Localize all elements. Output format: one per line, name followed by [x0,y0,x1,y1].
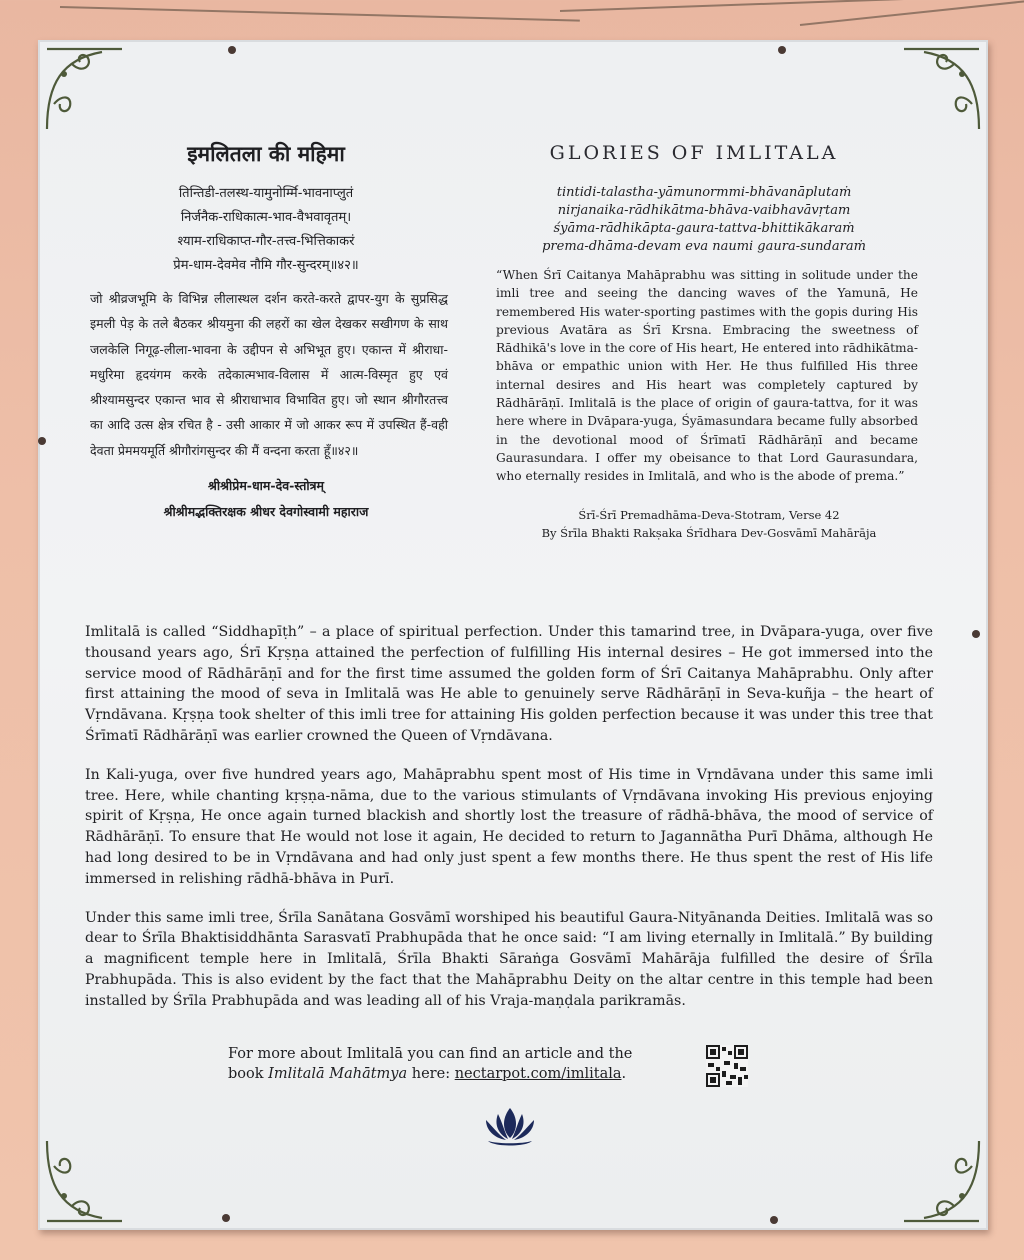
screw [38,437,46,445]
corner-ornament-icon [894,1136,984,1226]
screw [778,46,786,54]
english-author: By Śrīla Bhakti Rakṣaka Śrīdhara Dev-Gosvāmī Mahārāja [541,525,877,540]
footer-text-segment: here: [407,1066,455,1082]
footer-line: For more about Imlitalā you can find an article and the [228,1046,633,1062]
main-paragraph: Imlitalā is called “Siddhapīṭh” – a place of spiritual perfection. Under this tamarind tree, in Dvāpara-yuga, over five thousand years ago, Śrī Kṛṣṇa attained the perfection of fulfilling His internal desires – He got immersed into the service mood of Rādhārāṇī and for the first time assumed the golden form of Śrī Caitanya Mahāprabhu. Only after first attaining the mood of seva in Imlitalā was He able to genuinely serve Rādhārāṇī in Seva-kuñja – the heart of Vṛndāvana. Kṛṣṇa took shelter of this imli tree for attaining His golden perfection because it was under this tree that Śrīmatī Rādhārāṇī was earlier crowned the Queen of Vṛndāvana. [85,624,933,744]
book-title: Imlitalā Mahātmya [268,1066,408,1082]
footer-text-segment: book [228,1066,269,1082]
hindi-author: श्रीश्रीमद्भक्तिरक्षक श्रीधर देवगोस्वामी महाराज [163,504,369,520]
footer-text-segment: . [621,1066,627,1082]
english-source: Śrī-Śrī Premadhāma-Deva-Stotram, Verse 42 [578,507,840,522]
english-verse [476,184,932,256]
hindi-verse-line: श्याम-राधिकाप्त-गौर-तत्त्व-भित्तिकाकरं [177,234,355,249]
corner-ornament-icon [42,1136,132,1226]
hindi-verse-line: प्रेम-धाम-देवमेव नौमि गौर-सुन्दरम्॥४२॥ [173,258,359,273]
main-paragraph: Under this same imli tree, Śrīla Sanātana Gosvāmī worshiped his beautiful Gaura-Nityānanda Deities. Imlitalā was so dear to Śrīla Bhaktisiddhānta Sarasvatī Prabhupāda that he once said: “I am living eternally in Imlitalā.” By building a magnificent temple here in Imlitalā, Śrīla Bhakti Sāraṅga Gosvāmī Mahārāja fulfilled the desire of Śrīla Prabhupāda. This is also evident by the fact that the Mahāprabhu Deity on the altar centre in this temple had been installed by Śrīla Prabhupāda and was leading all of his Vraja-maṇḍala parikramās. [85,909,933,1009]
english-paragraph: “When Śrī Caitanya Mahāprabhu was sitting in solitude under the imli tree and seeing the dancing waves of the Yamunā, He remembered His water-sporting pastimes with the gopis during His previous Avatāra as Śrī Krsna. Embracing the sweetness of Rādhikā's love in the core of His heart, He entered into rādhikātma-bhāva or empathic union with Her. He thus fulfilled His three internal desires and His heart was completely captured by Rādhārāṇī. Imlitalā is the place of origin of gaura-tattva, for it was here where in Dvāpara-yuga, Śyāmasundara became fully absorbed in the devotional mood of Śrīmatī Rādhārāṇī and became Gaurasundara. I offer my obeisance to that Lord Gaurasundara, who eternally resides in Imlitalā, and who is the abode of prema.” [496,268,918,484]
footer-line [228,1064,698,1084]
english-column [456,96,932,542]
hindi-verse-line: निर्जनैक-राधिकात्म-भाव-वैभवावृतम्। [180,210,352,225]
wire [800,0,1024,26]
english-verse-line: prema-dhāma-devam eva naumi gaura-sundaraṁ [542,239,866,254]
english-title: GLORIES OF IMLITALA [549,142,839,164]
footer-text [228,1044,698,1084]
screw [228,46,236,54]
hindi-verse-line: तिन्तिडी-तलस्थ-यामुनोर्म्मि-भावनाप्लुतं [178,186,354,201]
screw [972,630,980,638]
qr-code-icon[interactable] [706,1045,748,1087]
hindi-verse [80,182,452,278]
hindi-source: श्रीश्रीप्रेम-धाम-देव-स्तोत्रम् [208,478,324,494]
english-signature [486,506,932,542]
hindi-paragraph: जो श्रीव्रजभूमि के विभिन्न लीलास्थल दर्शन करते-करते द्वापर-युग के सुप्रसिद्ध इमली पेड़ के तले बैठकर श्रीयमुना की लहरों का खेल देखकर सखीगण के साथ जलकेलि निगूढ़-लीला-भावना के उद्दीपन से अभिभूत हुए। एकान्त में श्रीराधा-मधुरिमा हृदयंगम करके तदेकात्मभाव-विलास में आत्म-विस्मृत हुए एवं श्रीश्यामसुन्दर एकान्त भाव से श्रीराधाभाव विभावित हुए। जो स्थान श्रीगौरतत्त्व का आदि उत्स क्षेत्र रचित है - उसी आकार में जो आकर रूप में उपस्थित हैं-वही देवता प्रेममयमूर्ति श्रीगौरांगसुन्दर की मैं वन्दना करता हूँ॥४२॥ [90,291,448,458]
english-verse-line: tintidi-talastha-yāmunormmi-bhāvanāplutaṁ [556,185,852,200]
wire [560,0,980,12]
english-verse-line: nirjanaika-rādhikātma-bhāva-vaibhavāvṛtam [557,203,851,218]
screw [770,1216,778,1224]
hindi-title: इमलितला की महिमा [187,142,345,166]
wire [60,6,580,22]
lotus-icon [480,1104,540,1148]
hindi-column [80,96,452,525]
main-paragraph: In Kali-yuga, over five hundred years ago, Mahāprabhu spent most of His time in Vṛndāvana under this same imli tree. Here, while chanting kṛṣṇa-nāma, due to the various stimulants of Vṛndāvana invoking His previous enjoying spirit of Kṛṣṇa, He once again turned blackish and shortly lost the treasure of rādhā-bhāva, the mood of service of Rādhārāṇī. To ensure that He would not lose it again, He decided to return to Jagannātha Purī Dhāma, although He had long desired to be in Vṛndāvana and had only just spent a few months there. He thus spent the rest of His life immersed in relishing rādhā-bhāva in Purī. [85,766,933,887]
website-link[interactable]: nectarpot.com/imlitala [454,1066,622,1082]
hindi-signature [80,473,452,525]
screw [222,1214,230,1222]
english-verse-line: śyāma-rādhikāpta-gaura-tattva-bhittikākaraṁ [553,221,855,236]
main-text [85,622,933,1030]
